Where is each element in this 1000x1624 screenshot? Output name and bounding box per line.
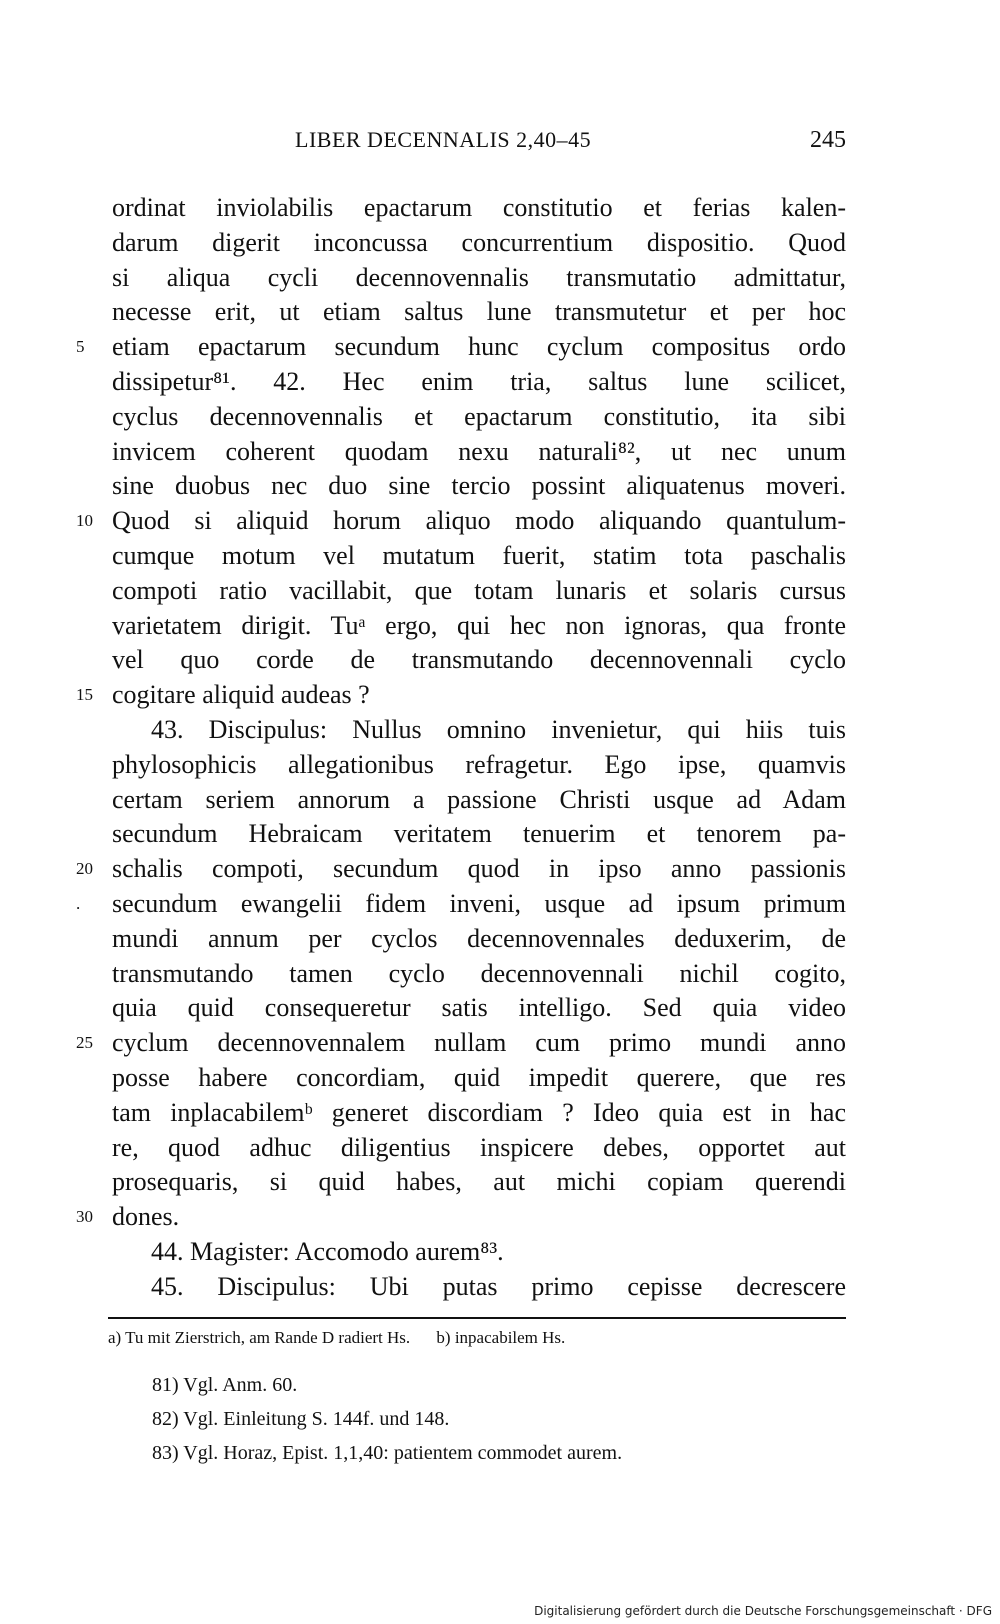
text-line	[112, 1131, 846, 1166]
line-text: 45. Discipulus: Ubi putas primo cepisse decrescere	[151, 1271, 846, 1301]
text-line	[76, 504, 846, 539]
text-line	[112, 748, 846, 783]
line-text: mundi annum per cyclos decennovennales deduxerim, de	[112, 923, 846, 953]
text-line	[76, 678, 846, 713]
line-text: darum digerit inconcussa concurrentium dispositio. Quod	[112, 227, 846, 257]
text-line	[112, 1235, 846, 1270]
line-text: varietatem dirigit. Tuᵃ ergo, qui hec non ignoras, qua fronte	[112, 610, 846, 640]
footnote-rule	[108, 1317, 846, 1319]
line-text: secundum ewangelii fidem inveni, usque ad ipsum primum	[112, 888, 846, 918]
line-number: 30	[76, 1207, 93, 1227]
text-line	[112, 713, 846, 748]
text-line	[112, 1165, 846, 1200]
text-line	[112, 991, 846, 1026]
page-number: 245	[810, 127, 846, 153]
line-text: schalis compoti, secundum quod in ipso anno passionis	[112, 854, 846, 884]
text-line	[112, 817, 846, 852]
text-line	[112, 261, 846, 296]
text-line	[112, 226, 846, 261]
line-text: transmutando tamen cyclo decennovennali nichil cogito,	[112, 958, 846, 988]
text-line	[112, 957, 846, 992]
line-text: re, quod adhuc diligentius inspicere debes, opportet aut	[112, 1132, 846, 1162]
line-number: 20	[76, 859, 93, 879]
line-text: certam seriem annorum a passione Christi usque ad Adam	[112, 784, 846, 814]
funding-notice: Digitalisierung gefördert durch die Deutsche Forschungsgemeinschaft · DFG	[534, 1604, 992, 1618]
text-line	[112, 1061, 846, 1096]
text-line	[76, 852, 846, 887]
line-number: .	[76, 893, 81, 913]
text-line	[112, 469, 846, 504]
text-line	[76, 887, 846, 922]
line-text: compoti ratio vacillabit, que totam lunaris et solaris cursus	[112, 575, 846, 605]
line-text: quia quid consequeretur satis intelligo. Sed quia video	[112, 993, 846, 1023]
text-line	[112, 609, 846, 644]
text-line	[112, 191, 846, 226]
line-number: 15	[76, 685, 93, 705]
line-text: dissipetur⁸¹. 42. Hec enim tria, saltus lune scilicet,	[112, 366, 846, 396]
text-line	[112, 539, 846, 574]
line-text: dones.	[112, 1202, 180, 1232]
line-text: necesse erit, ut etiam saltus lune transmutetur et per hoc	[112, 297, 846, 327]
line-text: si aliqua cycli decennovennalis transmutatio admittatur,	[112, 262, 846, 292]
text-line	[112, 643, 846, 678]
line-number: 10	[76, 511, 93, 531]
footnotes-area	[108, 1324, 846, 1470]
line-text: 44. Magister: Accomodo aurem⁸³.	[151, 1236, 504, 1266]
text-line	[76, 1200, 846, 1235]
apparatus-note-a: a) Tu mit Zierstrich, am Rande D radiert Hs.	[108, 1328, 411, 1347]
line-text: cumque motum vel mutatum fuerit, statim tota paschalis	[112, 540, 846, 570]
apparatus-note-b: b) inpacabilem Hs.	[436, 1328, 566, 1347]
line-text: vel quo corde de transmutando decennovennali cyclo	[112, 645, 846, 675]
line-text: ordinat inviolabilis epactarum constitutio et ferias kalen-	[112, 193, 846, 222]
footnote-83: 83) Vgl. Horaz, Epist. 1,1,40: patientem commodet aurem.	[152, 1442, 623, 1464]
line-text: tam inplacabilemᵇ generet discordiam ? Ideo quia est in hac	[112, 1097, 846, 1127]
line-text: phylosophicis allegationibus refragetur. Ego ipse, quamvis	[112, 749, 846, 779]
running-title: LIBER DECENNALIS 2,40–45	[295, 127, 592, 152]
text-line	[112, 400, 846, 435]
line-text: posse habere concordiam, quid impedit querere, que res	[112, 1062, 846, 1092]
line-text: prosequaris, si quid habes, aut michi copiam querendi	[112, 1167, 846, 1197]
text-line	[112, 574, 846, 609]
line-text: cyclus decennovennalis et epactarum constitutio, ita sibi	[112, 401, 846, 431]
line-text: Quod si aliquid horum aliquo modo aliquando quantulum-	[112, 506, 846, 536]
line-text: cyclum decennovennalem nullam cum primo mundi anno	[112, 1028, 846, 1058]
critical-apparatus	[108, 1324, 846, 1352]
line-text: sine duobus nec duo sine tercio possint aliquatenus moveri.	[112, 471, 846, 501]
footnote-81: 81) Vgl. Anm. 60.	[152, 1374, 298, 1396]
footnote-list	[108, 1368, 846, 1470]
text-line	[76, 1026, 846, 1061]
line-text: etiam epactarum secundum hunc cyclum compositus ordo	[112, 332, 846, 362]
line-text: 43. Discipulus: Nullus omnino invenietur, qui hiis tuis	[151, 714, 846, 744]
text-line	[112, 783, 846, 818]
line-text: cogitare aliquid audeas ?	[112, 680, 370, 710]
main-text	[76, 191, 846, 1305]
text-line	[112, 435, 846, 470]
text-line	[112, 1096, 846, 1131]
footnote-82: 82) Vgl. Einleitung S. 144f. und 148.	[152, 1408, 450, 1430]
text-line	[112, 1270, 846, 1305]
line-text: secundum Hebraicam veritatem tenuerim et tenorem pa-	[112, 819, 846, 849]
text-line	[76, 330, 846, 365]
page-header	[295, 127, 846, 157]
line-text: invicem coherent quodam nexu naturali⁸², ut nec unum	[112, 436, 846, 466]
line-number: 25	[76, 1033, 93, 1053]
text-line	[112, 922, 846, 957]
text-line	[112, 365, 846, 400]
line-number: 5	[76, 337, 85, 357]
text-line	[112, 295, 846, 330]
